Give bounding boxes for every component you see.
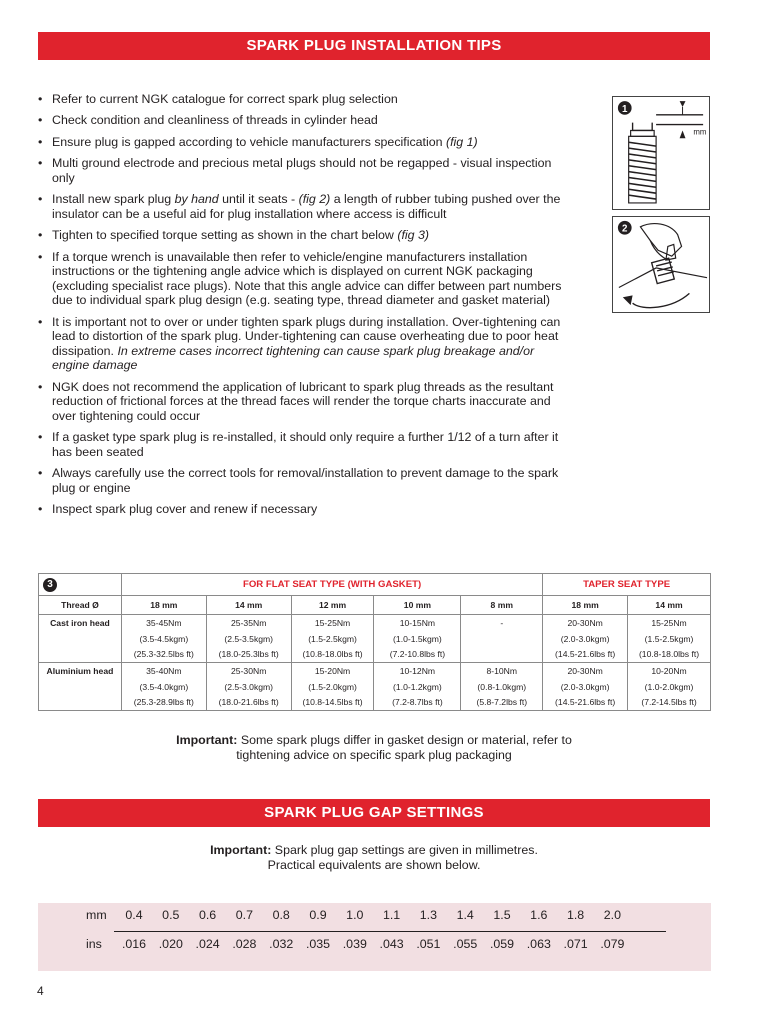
tip-text: If a torque wrench is unavailable then refer to vehicle/engine manufacturers installation instructions or the tightening angle advice which is displayed on current NGK packaging (excluding specialist race plugs). Note that this angle advice can differ between part numbers due to individual spark plug design (e.g. seating type, thread diameter and gasket material) (52, 249, 562, 308)
ins-gap-value: .032 (269, 937, 294, 951)
mm-gap-value: 0.7 (235, 908, 253, 922)
flat-size-header: 10 mm (374, 596, 461, 615)
mm-gap-value: 0.4 (125, 908, 143, 922)
tip-item (38, 380, 568, 424)
flat-size-header: 12 mm (291, 596, 374, 615)
note-text: Some spark plugs differ in gasket design or material, refer to (237, 733, 572, 747)
flat-size-header: 18 mm (121, 596, 206, 615)
mm-gap-value: 1.0 (346, 908, 364, 922)
torque-value-cell: 20-30Nm (543, 663, 628, 679)
torque-value-cell: (2.0-3.0kgm) (543, 631, 628, 647)
fig2-hand-install-illustration (612, 216, 710, 313)
tip-item (38, 228, 568, 243)
tip-item (38, 92, 568, 107)
tip-fig-ref: by hand (174, 192, 219, 207)
torque-value-cell: (7.2-8.7lbs ft) (374, 695, 461, 711)
gap-divider-line (114, 931, 666, 932)
torque-value-cell: (1.5-2.0kgm) (291, 679, 374, 695)
thread-label-header: Thread Ø (39, 596, 122, 615)
svg-text:mm: mm (693, 127, 707, 137)
tip-item (38, 113, 568, 128)
torque-value-cell: 10-12Nm (374, 663, 461, 679)
torque-value-cell: (1.0-1.2kgm) (374, 679, 461, 695)
svg-text:1: 1 (622, 103, 628, 115)
torque-value-cell: (7.2-14.5lbs ft) (628, 695, 711, 711)
tip-item (38, 466, 568, 495)
torque-value-cell: 25-35Nm (206, 615, 291, 631)
tip-fig-ref: (fig 2) (298, 192, 331, 207)
tip-text: NGK does not recommend the application of lubricant to spark plug threads as the resultant reduction of frictional forces at the thread faces will render the torque charts inaccurate and over tightening could occur (52, 379, 554, 424)
flat-size-header: 14 mm (206, 596, 291, 615)
gap-note-important-label: Important: (210, 843, 272, 857)
tip-text: Tighten to specified torque setting as shown in the chart below (52, 228, 398, 243)
tip-item (38, 192, 568, 221)
tip-text: Install new spark plug (52, 192, 175, 207)
mm-gap-value: 1.3 (419, 908, 437, 922)
torque-value-cell: (1.5-2.5kgm) (628, 631, 711, 647)
torque-row-label: Cast iron head (39, 615, 122, 663)
fig1-gap-illustration (612, 96, 710, 210)
gap-note-text-line2: Practical equivalents are shown below. (267, 858, 481, 872)
torque-value-cell: (25.3-32.5lbs ft) (121, 647, 206, 663)
tip-text: a length of rubber tubing pushed over the insulator can be a useful aid for plug installation where access is difficult (52, 192, 561, 221)
ins-gap-value: .071 (563, 937, 588, 951)
tip-text: Check condition and cleanliness of threads in cylinder head (52, 113, 378, 128)
ins-gap-value: .035 (305, 937, 331, 951)
taper-seat-header: TAPER SEAT TYPE (543, 574, 711, 596)
mm-gap-value: 0.9 (309, 908, 327, 922)
ins-gap-value: .051 (416, 937, 441, 951)
mm-gap-value: 0.8 (272, 908, 290, 922)
gap-important-note (38, 843, 710, 873)
hand-install-icon (613, 217, 709, 312)
fig3-badge-cell (39, 574, 122, 596)
ins-gap-value: .039 (342, 937, 367, 951)
mm-gap-value: 0.6 (198, 908, 217, 922)
mm-gap-value: 1.6 (530, 908, 548, 922)
ins-gap-value: .043 (379, 937, 404, 951)
torque-value-cell: (10.8-18.0lbs ft) (291, 647, 374, 663)
taper-size-header: 14 mm (628, 596, 711, 615)
torque-row-label: Aluminium head (39, 663, 122, 711)
ins-gap-value: .063 (526, 937, 551, 951)
spark-plug-gap-icon (613, 97, 709, 209)
ins-gap-value: .020 (158, 937, 183, 951)
mm-row-label: mm (86, 908, 107, 922)
ins-gap-value: .079 (600, 937, 625, 951)
torque-value-cell: (14.5-21.6lbs ft) (543, 695, 628, 711)
tip-text: Multi ground electrode and precious metal plugs should not be regapped - visual inspection only (52, 156, 552, 185)
torque-value-cell: (3.5-4.5kgm) (121, 631, 206, 647)
ins-gap-value: .016 (121, 937, 147, 951)
torque-value-cell: (18.0-25.3lbs ft) (206, 647, 291, 663)
torque-value-cell: 20-30Nm (543, 615, 628, 631)
tip-text: Always carefully use the correct tools for removal/installation to prevent damage to the spark plug or engine (52, 466, 559, 496)
torque-value-cell: (2.0-3.0kgm) (543, 679, 628, 695)
tip-text: Ensure plug is gapped according to vehicle manufacturers specification (52, 134, 446, 149)
ins-row-label: ins (86, 937, 102, 951)
tip-item (38, 156, 568, 185)
torque-value-cell: 25-30Nm (206, 663, 291, 679)
ins-gap-value: .024 (195, 937, 220, 951)
torque-value-cell (461, 631, 543, 647)
torque-value-cell: (2.5-3.5kgm) (206, 631, 291, 647)
svg-text:2: 2 (622, 223, 628, 235)
tip-text: Inspect spark plug cover and renew if necessary (52, 502, 318, 517)
mm-gap-value: 1.1 (382, 908, 401, 922)
tip-item (38, 135, 568, 150)
tip-fig-ref: (fig 1) (445, 134, 478, 149)
ins-gap-value: .028 (232, 937, 257, 951)
flat-size-header: 8 mm (461, 596, 543, 615)
torque-value-cell: 35-45Nm (121, 615, 206, 631)
tip-item (38, 502, 568, 517)
gap-settings-banner: SPARK PLUG GAP SETTINGS (38, 799, 710, 827)
torque-value-cell: 15-25Nm (291, 615, 374, 631)
torque-value-cell: (2.5-3.0kgm) (206, 679, 291, 695)
torque-value-cell: (14.5-21.6lbs ft) (543, 647, 628, 663)
tip-text: until it seats - (218, 192, 299, 207)
fig3-number-badge: 3 (43, 578, 57, 592)
torque-value-cell: (10.8-18.0lbs ft) (628, 647, 711, 663)
torque-value-cell: 8-10Nm (461, 663, 543, 679)
mm-gap-value: 1.8 (566, 908, 585, 922)
torque-value-cell: 35-40Nm (121, 663, 206, 679)
mm-gap-value: 1.4 (456, 908, 474, 922)
tip-item (38, 430, 568, 459)
torque-value-cell: (1.0-1.5kgm) (374, 631, 461, 647)
taper-size-header: 18 mm (543, 596, 628, 615)
torque-value-cell: (5.8-7.2lbs ft) (461, 695, 543, 711)
torque-value-cell (461, 647, 543, 663)
tip-item (38, 315, 568, 373)
note-text-line2: tightening advice on specific spark plug packaging (236, 748, 512, 762)
torque-important-note (38, 733, 710, 763)
tip-fig-ref: (fig 3) (397, 228, 429, 243)
torque-value-cell: 15-25Nm (628, 615, 711, 631)
tip-text: Refer to current NGK catalogue for correct spark plug selection (52, 92, 398, 106)
torque-value-cell: (1.0-2.0kgm) (628, 679, 711, 695)
torque-value-cell: (18.0-21.6lbs ft) (206, 695, 291, 711)
ins-gap-value: .055 (453, 937, 478, 951)
installation-tips-list (38, 92, 568, 524)
tip-item (38, 250, 568, 308)
torque-value-cell: 15-20Nm (291, 663, 374, 679)
torque-value-cell: (0.8-1.0kgm) (461, 679, 543, 695)
ins-gap-value: .059 (489, 937, 515, 951)
gap-note-text: Spark plug gap settings are given in millimetres. (271, 843, 538, 857)
flat-seat-header: FOR FLAT SEAT TYPE (WITH GASKET) (121, 574, 542, 596)
torque-table (38, 573, 711, 711)
tip-text: If a gasket type spark plug is re-installed, it should only require a further 1/12 of a turn after it has been seated (52, 430, 559, 460)
torque-value-cell: (10.8-14.5lbs ft) (291, 695, 374, 711)
mm-gap-value: 2.0 (603, 908, 621, 922)
torque-value-cell: 10-15Nm (374, 615, 461, 631)
tip-fig-ref: In extreme cases incorrect tightening can cause spark plug breakage and/or engine damage (52, 343, 535, 373)
tip-text: It is important not to over or under tighten spark plugs during installation. Over-tightening can lead to distortion of the spark plug. Under-tightening can cause overheating due to poor heat dissipation. (52, 314, 561, 358)
page-number: 4 (37, 984, 44, 998)
torque-value-cell: (3.5-4.0kgm) (121, 679, 206, 695)
torque-value-cell: (7.2-10.8lbs ft) (374, 647, 461, 663)
torque-value-cell: - (461, 615, 543, 631)
torque-value-cell: 10-20Nm (628, 663, 711, 679)
installation-tips-banner: SPARK PLUG INSTALLATION TIPS (38, 32, 710, 60)
mm-gap-value: 1.5 (493, 908, 511, 922)
mm-gap-value: 0.5 (162, 908, 180, 922)
note-important-label: Important: (176, 733, 238, 747)
torque-value-cell: (25.3-28.9lbs ft) (121, 695, 206, 711)
torque-value-cell: (1.5-2.5kgm) (291, 631, 374, 647)
